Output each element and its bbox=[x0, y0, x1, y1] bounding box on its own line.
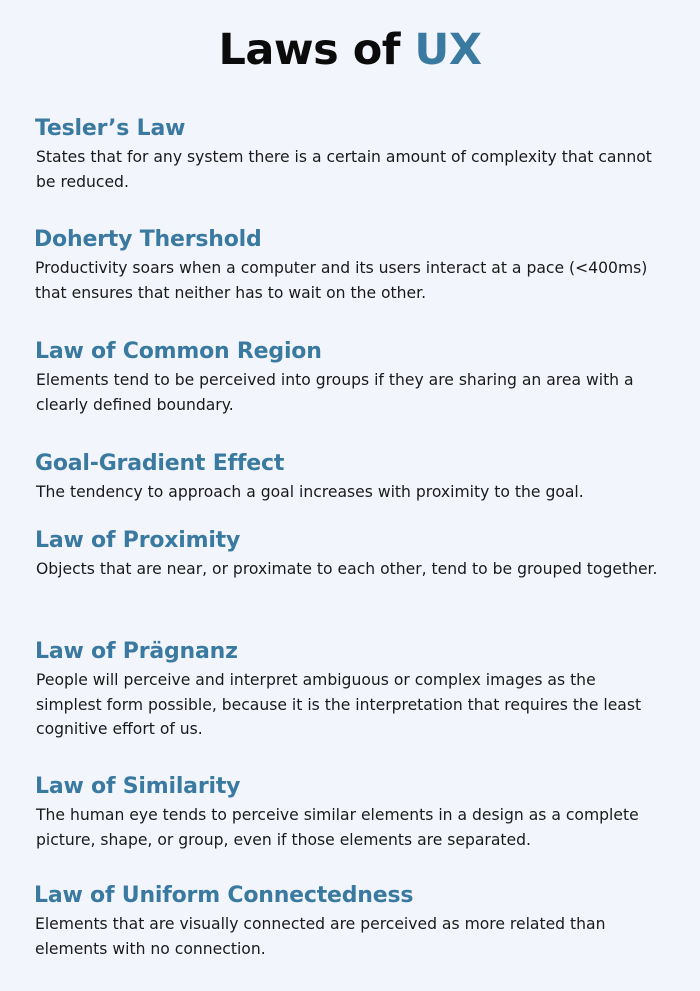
law-description: Elements that are visually connected are perceived as more related than elements with no connection. bbox=[35, 915, 606, 958]
law-name: Law of Similarity bbox=[35, 774, 241, 799]
law-name: Law of Prägnanz bbox=[35, 639, 238, 664]
law-uniform-connectedness bbox=[34, 882, 659, 961]
law-similarity bbox=[35, 773, 660, 852]
law-name: Law of Uniform Connectedness bbox=[34, 883, 414, 908]
law-name: Law of Common Region bbox=[35, 339, 322, 364]
law-description: People will perceive and interpret ambiguous or complex images as the simplest form possible, because it is the interpretation that requires the least cognitive effort of us. bbox=[36, 671, 642, 738]
law-goal-gradient-effect bbox=[35, 450, 660, 505]
law-description: Objects that are near, or proximate to each other, tend to be grouped together. bbox=[36, 560, 658, 578]
law-name: Goal-Gradient Effect bbox=[35, 451, 285, 476]
law-description: States that for any system there is a certain amount of complexity that cannot be reduced. bbox=[36, 148, 652, 191]
page-title bbox=[0, 22, 700, 78]
law-common-region bbox=[35, 338, 660, 417]
law-doherty-threshold bbox=[34, 226, 659, 305]
title-prefix: Laws of bbox=[218, 25, 415, 75]
law-description: Productivity soars when a computer and its users interact at a pace (<400ms) that ensures that neither has to wait on the other. bbox=[35, 259, 648, 302]
law-name: Tesler’s Law bbox=[35, 116, 186, 141]
law-teslers-law bbox=[35, 115, 660, 194]
law-proximity bbox=[35, 527, 660, 582]
law-name: Doherty Thershold bbox=[34, 227, 262, 252]
law-description: The human eye tends to perceive similar elements in a design as a complete picture, shape, or group, even if those elements are separated. bbox=[36, 806, 639, 849]
law-description: Elements tend to be perceived into groups if they are sharing an area with a clearly defined boundary. bbox=[36, 371, 634, 414]
law-pragnanz bbox=[35, 638, 660, 742]
law-description: The tendency to approach a goal increases with proximity to the goal. bbox=[36, 483, 584, 501]
title-accent: UX bbox=[414, 25, 482, 75]
law-name: Law of Proximity bbox=[35, 528, 241, 553]
